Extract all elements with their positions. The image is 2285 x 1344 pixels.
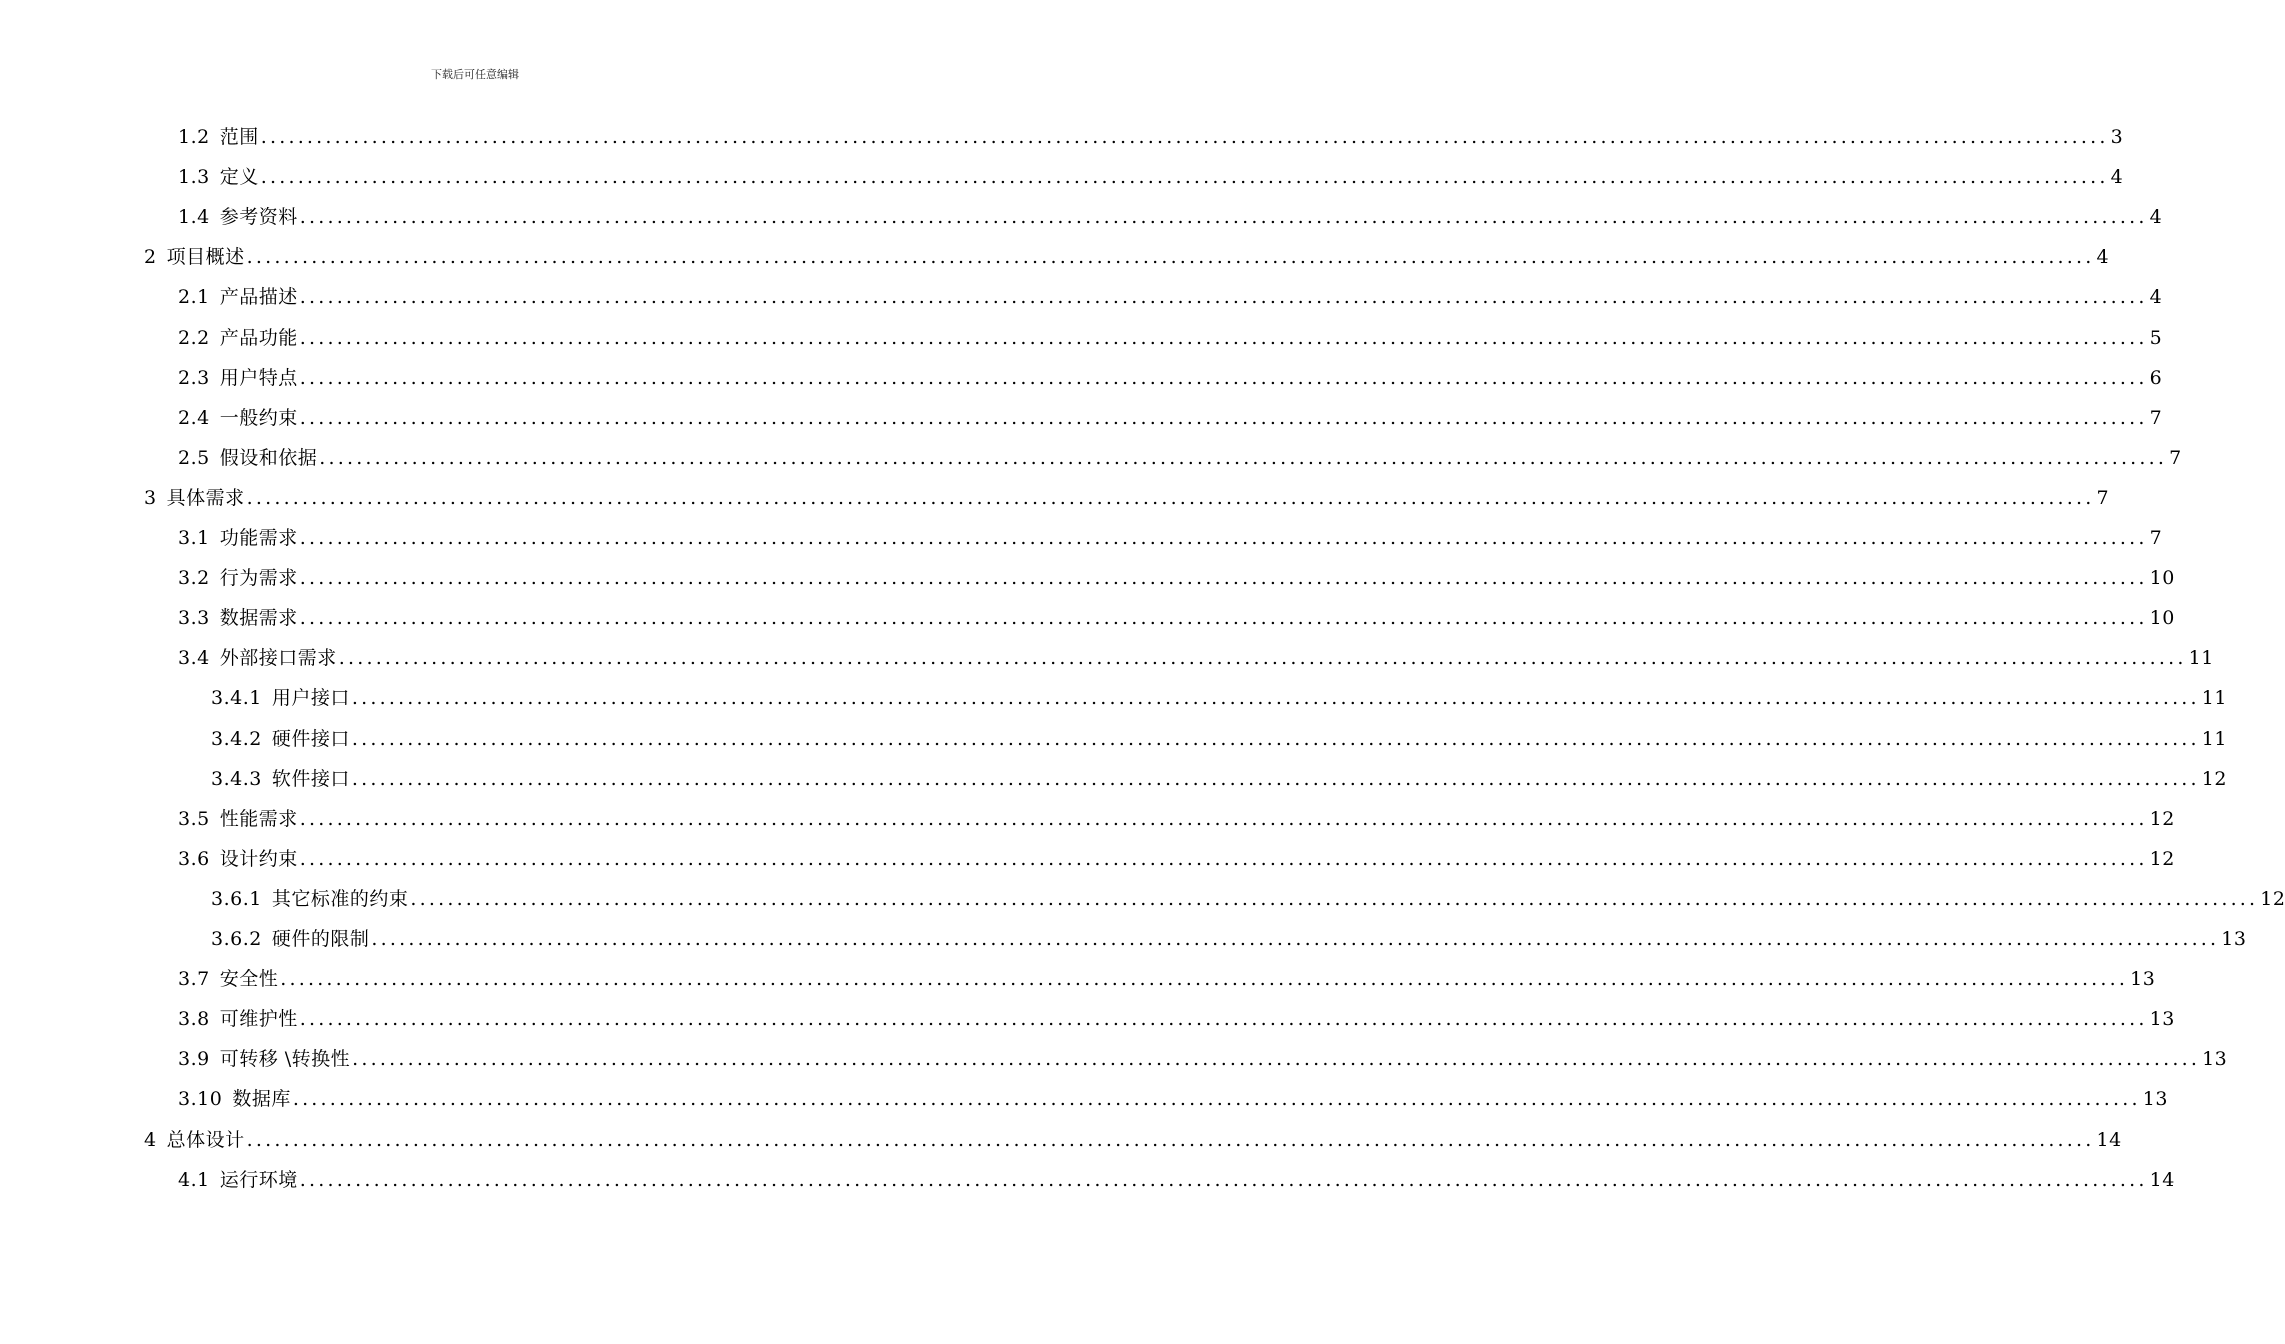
toc-entry-title: 参考资料 <box>219 206 298 229</box>
toc-entry-page-number: 12 <box>2260 887 2285 910</box>
toc-entry[interactable] <box>178 1079 2168 1119</box>
toc-entry-page-number: 13 <box>2202 1048 2228 1071</box>
toc-entry-title: 安全性 <box>219 968 279 991</box>
toc-entry[interactable] <box>144 237 2110 277</box>
dot-leader: ........................................................................................................................................................................................................ <box>299 847 2148 870</box>
dot-leader: ........................................................................................................................................................................................................ <box>299 607 2148 630</box>
toc-entry-number: 3.5 <box>178 807 210 830</box>
toc-entry-number: 3.2 <box>178 567 210 590</box>
toc-entry-number: 2.2 <box>178 326 210 349</box>
toc-entry-number: 3.3 <box>178 607 210 630</box>
toc-entry[interactable] <box>178 638 2214 678</box>
toc-entry[interactable] <box>178 518 2163 558</box>
toc-entry-page-number: 3 <box>2110 126 2124 148</box>
toc-entry-number: 4.1 <box>178 1168 210 1191</box>
toc-entry-page-number: 13 <box>2130 968 2156 991</box>
toc-entry-title: 用户特点 <box>219 366 298 389</box>
toc-entry-page-number: 5 <box>2149 326 2163 349</box>
toc-entry[interactable] <box>178 197 2163 237</box>
toc-entry-page-number: 7 <box>2149 527 2163 549</box>
toc-entry-title: 项目概述 <box>166 246 245 269</box>
dot-leader: ........................................................................................................................................................................................................ <box>351 727 2200 750</box>
toc-entry-number: 3.4.1 <box>211 687 262 710</box>
toc-entry-number: 1.3 <box>178 166 210 189</box>
toc-entry-title: 硬件接口 <box>271 727 350 750</box>
toc-entry-page-number: 4 <box>2110 166 2124 189</box>
toc-entry-page-number: 4 <box>2149 206 2163 229</box>
toc-entry-number: 1.2 <box>178 126 210 148</box>
dot-leader: ........................................................................................................................................................................................................ <box>299 366 2148 389</box>
dot-leader: ........................................................................................................................................................................................................ <box>246 486 2095 509</box>
toc-entry-title: 数据库 <box>232 1088 291 1111</box>
toc-entry-title: 运行环境 <box>219 1168 298 1191</box>
toc-entry-title: 用户接口 <box>271 687 350 710</box>
dot-leader: ........................................................................................................................................................................................................ <box>351 687 2200 710</box>
toc-entry-page-number: 7 <box>2169 446 2182 469</box>
toc-entry[interactable] <box>178 1039 2228 1079</box>
toc-entry-page-number: 13 <box>2221 928 2247 950</box>
toc-entry-title: 功能需求 <box>219 527 298 549</box>
toc-entry-page-number: 12 <box>2149 847 2175 870</box>
toc-entry-number: 2.1 <box>178 286 210 309</box>
toc-entry-page-number: 7 <box>2096 486 2110 509</box>
dot-leader: ........................................................................................................................................................................................................ <box>371 928 2220 950</box>
toc-entry-number: 3.8 <box>178 1008 210 1031</box>
toc-entry-number: 3.4.2 <box>211 727 262 750</box>
dot-leader: ........................................................................................................................................................................................................ <box>299 286 2148 309</box>
dot-leader: ........................................................................................................................................................................................................ <box>246 1128 2095 1151</box>
toc-entry-page-number: 7 <box>2149 406 2163 429</box>
dot-leader: ........................................................................................................................................................................................................ <box>299 406 2148 429</box>
toc-entry[interactable] <box>178 839 2175 879</box>
toc-entry[interactable] <box>178 358 2163 398</box>
toc-entry-number: 2.5 <box>178 446 210 469</box>
dot-leader: ........................................................................................................................................................................................................ <box>352 1048 2201 1071</box>
toc-entry-number: 2 <box>144 246 157 269</box>
toc-entry-title: 可转移 \转换性 <box>219 1048 351 1071</box>
toc-entry-page-number: 11 <box>2188 647 2214 670</box>
dot-leader: ........................................................................................................................................................................................................ <box>338 647 2187 670</box>
dot-leader: ........................................................................................................................................................................................................ <box>299 567 2148 590</box>
dot-leader: ........................................................................................................................................................................................................ <box>410 887 2259 910</box>
toc-entry[interactable] <box>211 719 2227 759</box>
dot-leader: ........................................................................................................................................................................................................ <box>299 1168 2148 1191</box>
toc-entry-number: 3.4 <box>178 647 210 670</box>
page-header: 下载后可任意编辑 <box>431 68 519 81</box>
dot-leader: ........................................................................................................................................................................................................ <box>260 166 2109 189</box>
toc-entry-page-number: 6 <box>2149 366 2163 389</box>
toc-entry[interactable] <box>211 759 2227 799</box>
toc-entry[interactable] <box>178 999 2175 1039</box>
dot-leader: ........................................................................................................................................................................................................ <box>299 1008 2148 1031</box>
dot-leader: ........................................................................................................................................................................................................ <box>246 246 2095 269</box>
toc-entry-page-number: 14 <box>2096 1128 2122 1151</box>
toc-entry-title: 一般约束 <box>219 406 298 429</box>
toc-entry[interactable] <box>211 678 2227 718</box>
toc-entry[interactable] <box>178 438 2182 478</box>
toc-entry-number: 3.6.2 <box>211 928 262 950</box>
toc-entry[interactable] <box>178 277 2163 317</box>
toc-entry-title: 具体需求 <box>166 486 245 509</box>
toc-entry-page-number: 12 <box>2201 767 2227 790</box>
dot-leader: ........................................................................................................................................................................................................ <box>260 126 2109 148</box>
toc-entry-number: 3 <box>144 486 157 509</box>
dot-leader: ........................................................................................................................................................................................................ <box>319 446 2168 469</box>
toc-entry-page-number: 11 <box>2201 727 2227 750</box>
toc-entry-title: 产品描述 <box>219 286 298 309</box>
dot-leader: ........................................................................................................................................................................................................ <box>351 767 2200 790</box>
dot-leader: ........................................................................................................................................................................................................ <box>299 206 2148 229</box>
toc-entry-title: 产品功能 <box>219 326 298 349</box>
toc-entry-number: 3.9 <box>178 1048 210 1071</box>
toc-entry-title: 总体设计 <box>166 1128 245 1151</box>
toc-entry-title: 行为需求 <box>219 567 298 590</box>
toc-entry-number: 2.4 <box>178 406 210 429</box>
toc-entry[interactable] <box>211 879 2285 919</box>
toc-entry-page-number: 13 <box>2149 1008 2175 1031</box>
toc-entry[interactable] <box>178 558 2175 598</box>
toc-entry-page-number: 10 <box>2149 567 2175 590</box>
toc-entry[interactable] <box>144 1120 2122 1160</box>
toc-entry[interactable] <box>178 799 2175 839</box>
toc-entry-page-number: 4 <box>2096 246 2110 269</box>
dot-leader: ........................................................................................................................................................................................................ <box>299 527 2148 549</box>
toc-entry-page-number: 10 <box>2149 607 2175 630</box>
toc-entry[interactable] <box>178 959 2156 999</box>
toc-entry-page-number: 4 <box>2149 286 2163 309</box>
toc-entry-title: 外部接口需求 <box>219 647 337 670</box>
toc-entry[interactable] <box>211 919 2247 959</box>
toc-entry-title: 数据需求 <box>219 607 298 630</box>
toc-entry-title: 假设和依据 <box>219 446 318 469</box>
toc-entry-number: 1.4 <box>178 206 210 229</box>
toc-entry-number: 3.4.3 <box>211 767 262 790</box>
toc-entry[interactable] <box>178 1160 2175 1200</box>
toc-entry[interactable] <box>178 398 2163 438</box>
toc-entry-number: 3.7 <box>178 968 210 991</box>
toc-entry-number: 2.3 <box>178 366 210 389</box>
toc-entry-number: 3.1 <box>178 527 210 549</box>
toc-entry-number: 3.10 <box>178 1088 223 1111</box>
toc-entry-title: 其它标准的约束 <box>271 887 409 910</box>
toc-entry-title: 性能需求 <box>219 807 298 830</box>
toc-entry[interactable] <box>178 117 2124 157</box>
toc-entry-number: 4 <box>144 1128 157 1151</box>
toc-entry-page-number: 14 <box>2149 1168 2175 1191</box>
toc-entry[interactable] <box>178 318 2163 358</box>
dot-leader: ........................................................................................................................................................................................................ <box>280 968 2129 991</box>
toc-entry[interactable] <box>144 478 2110 518</box>
dot-leader: ........................................................................................................................................................................................................ <box>299 807 2148 830</box>
toc-entry-title: 可维护性 <box>219 1008 298 1031</box>
toc-entry-page-number: 12 <box>2149 807 2175 830</box>
toc-entry-title: 设计约束 <box>219 847 298 870</box>
toc-entry-page-number: 11 <box>2201 687 2227 710</box>
toc-entry[interactable] <box>178 157 2124 197</box>
toc-entry-title: 范围 <box>219 126 259 148</box>
dot-leader: ........................................................................................................................................................................................................ <box>299 326 2148 349</box>
toc-entry-number: 3.6.1 <box>211 887 262 910</box>
toc-entry-title: 软件接口 <box>271 767 350 790</box>
toc-entry[interactable] <box>178 598 2175 638</box>
toc-entry-page-number: 13 <box>2142 1088 2168 1111</box>
toc-entry-number: 3.6 <box>178 847 210 870</box>
toc-entry-title: 硬件的限制 <box>271 928 370 950</box>
dot-leader: ........................................................................................................................................................................................................ <box>292 1088 2141 1111</box>
toc-entry-title: 定义 <box>219 166 259 189</box>
